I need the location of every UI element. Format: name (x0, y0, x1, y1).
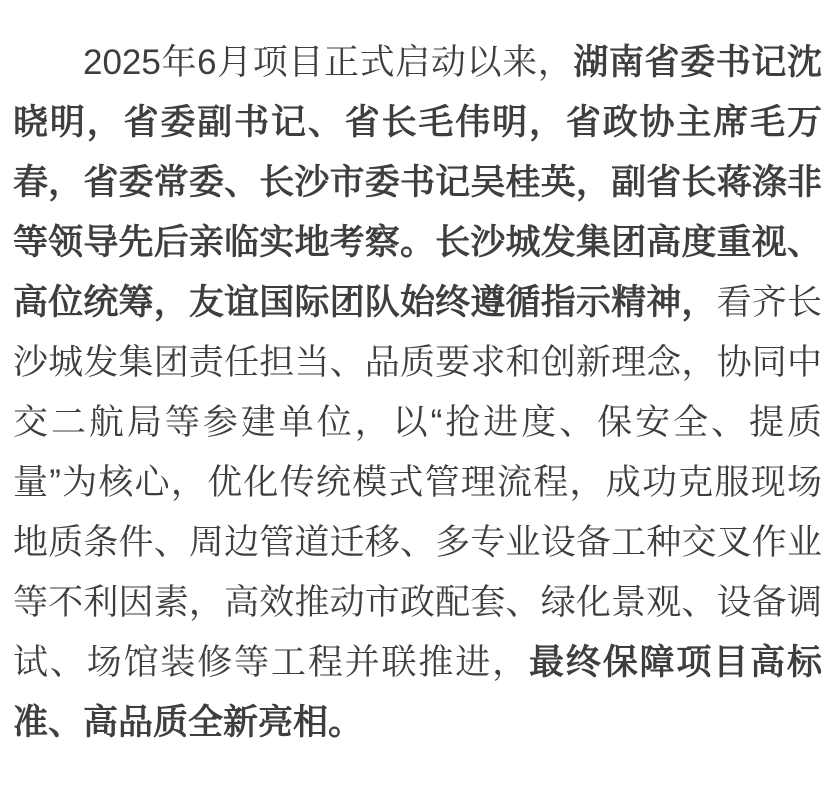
article-paragraph (13, 33, 822, 753)
text-segment: 湖南省委书记沈晓明，省委副书记、省长毛伟明，省政协主席毛万春，省委常委、长沙市委书记吴桂英，副省长蒋涤非等领导先后亲临实地考察。长沙城发集团高度重视、高位统筹，友谊国际团队始终遵循指示精神， (13, 43, 822, 322)
text-segment: 看齐长沙城发集团责任担当、品质要求和创新理念，协同中交二航局等参建单位，以“抢进度、保安全、提质量”为核心，优化传统模式管理流程，成功克服现场地质条件、周边管道迁移、多专业设备工种交叉作业等不利因素，高效推动市政配套、绿化景观、设备调试、场馆装修等工程并联推进， (13, 283, 822, 682)
text-segment: 2025年6月项目正式启动以来， (83, 43, 574, 82)
text-segment: 最终保障项目高标准、高品质全新亮相。 (13, 643, 822, 742)
